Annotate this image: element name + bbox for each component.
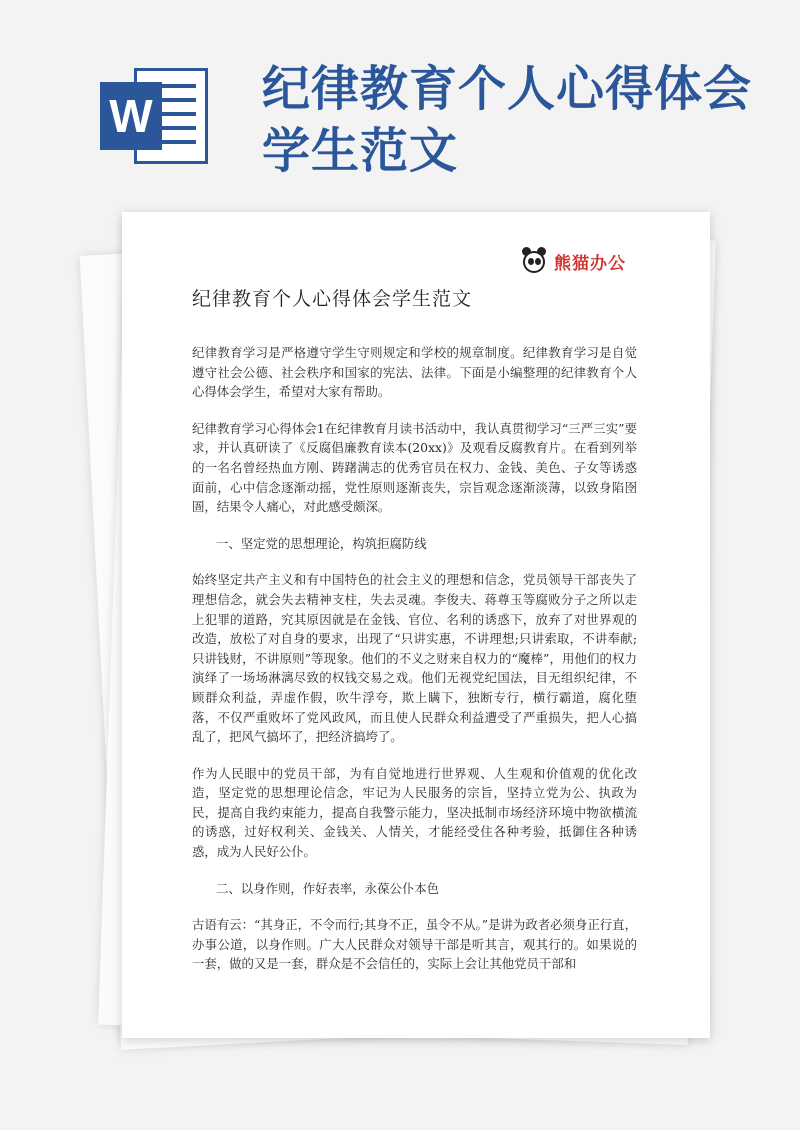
word-icon-badge: W	[100, 82, 162, 150]
section-heading: 一、坚定党的思想理论，构筑拒腐防线	[216, 535, 427, 551]
brand-name: 熊猫办公	[554, 253, 626, 274]
paragraph: 作为人民眼中的党员干部，为有自觉地进行世界观、人生观和价值观的优化改造，坚定党的思想理论信念，牢记为人民服务的宗旨，坚持立党为公、执政为民，提高自我约束能力，提高自我警示能力，坚决抵制市场经济环境中物欲横流的诱惑，过好权利关、金钱关、人情关，才能经受住各种考验，抵御住各种诱惑，成为人民好公仆。	[192, 765, 637, 860]
document-title: 纪律教育个人心得体会学生范文	[192, 288, 473, 310]
paragraph: 纪律教育学习是严格遵守学生守则规定和学校的规章制度。纪律教育学习是自觉遵守社会公德、社会秩序和国家的宪法、法律。下面是小编整理的纪律教育个人心得体会学生，希望对大家有帮助。	[192, 345, 637, 400]
paragraph: 纪律教育学习心得体会1在纪律教育月读书活动中，我认真贯彻学习“三严三实”要求，并认真研读了《反腐倡廉教育读本(20xx)》及观看反腐教育片。在看到列举的一名名曾经热血方刚、踌躇满志的优秀官员在权力、金钱、美色、子女等诱惑面前，心中信念逐渐动摇，党性原则逐渐丧失，宗旨观念逐渐淡薄，以致身陷囹圄，结果令人痛心，对此感受颇深。	[192, 420, 637, 515]
paragraph: 古语有云：“其身正，不令而行;其身不正，虽令不从。”是讲为政者必须身正行直，办事公道，以身作则。广大人民群众对领导干部是听其言，观其行的。如果说的一套，做的又是一套，群众是不会信任的，实际上会让其他党员干部和	[192, 917, 637, 972]
brand-logo	[520, 246, 626, 276]
banner-title: 纪律教育个人心得体会学生范文	[262, 61, 753, 179]
header-banner	[0, 0, 800, 215]
panda-icon	[520, 247, 548, 275]
paragraph: 始终坚定共产主义和有中国特色的社会主义的理想和信念，党员领导干部丧失了理想信念，就会失去精神支柱，失去灵魂。李俊夫、蒋尊玉等腐败分子之所以走上犯罪的道路，究其原因就是在金钱、官位、名利的诱惑下，放弃了对世界观的改造，放松了对自身的要求，出现了“只讲实惠，不讲理想;只讲索取，不讲奉献;只讲钱财，不讲原则”等现象。他们的不义之财来自权力的“魔棒”，用他们的权力演绎了一场场淋漓尽致的权钱交易之戏。他们无视党纪国法，目无组织纪律，不顾群众利益，弄虚作假，吹牛浮夸，欺上瞒下，独断专行，横行霸道，腐化堕落，不仅严重败坏了党风政风，而且使人民群众利益遭受了严重损失，把人心搞乱了，把风气搞坏了，把经济搞垮了。	[192, 572, 637, 745]
document-page	[122, 212, 710, 1038]
document-body	[192, 343, 637, 991]
section-heading: 二、以身作则，作好表率，永葆公仆本色	[216, 880, 440, 896]
word-icon	[100, 68, 212, 164]
